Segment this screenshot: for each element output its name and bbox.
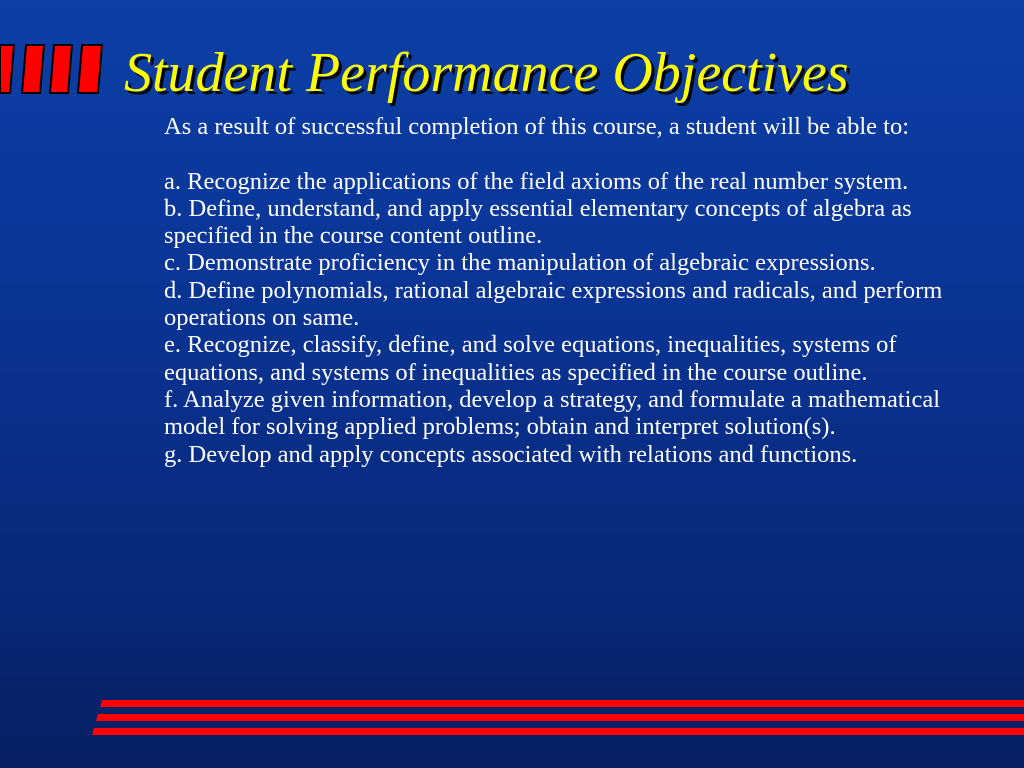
objective-c: c. Demonstrate proficiency in the manipulation of algebraic expressions. <box>164 249 876 277</box>
footer-bar-3 <box>92 728 1024 735</box>
slide-body <box>164 113 984 468</box>
objective-b: b. Define, understand, and apply essential elementary concepts of algebra as specified in the course content outline. <box>164 194 912 250</box>
title-bars-decoration <box>0 43 112 95</box>
objective-e: e. Recognize, classify, define, and solve equations, inequalities, systems of equations, and systems of inequalities as specified in the course outline. <box>164 331 897 386</box>
footer-bars-decoration <box>92 698 1024 738</box>
footer-bar-1 <box>100 700 1024 707</box>
title-bar-1 <box>0 45 14 93</box>
title-bar-2 <box>22 45 44 93</box>
intro-text: As a result of successful completion of this course, a student will be able to: <box>164 113 910 140</box>
title-bar-3 <box>50 45 72 93</box>
objective-a: a. Recognize the applications of the field axioms of the real number system. <box>164 167 909 195</box>
objective-f: f. Analyze given information, develop a strategy, and formulate a mathematical model for solving applied problems; obtain and interpret solution(s). <box>164 385 940 441</box>
footer-bar-2 <box>96 714 1024 721</box>
objective-g: g. Develop and apply concepts associated with relations and functions. <box>164 440 858 468</box>
slide-title: Student Performance Objectives <box>124 42 849 104</box>
objective-d: d. Define polynomials, rational algebraic expressions and radicals, and perform operations on same. <box>164 276 943 332</box>
title-bar-4 <box>78 45 102 93</box>
